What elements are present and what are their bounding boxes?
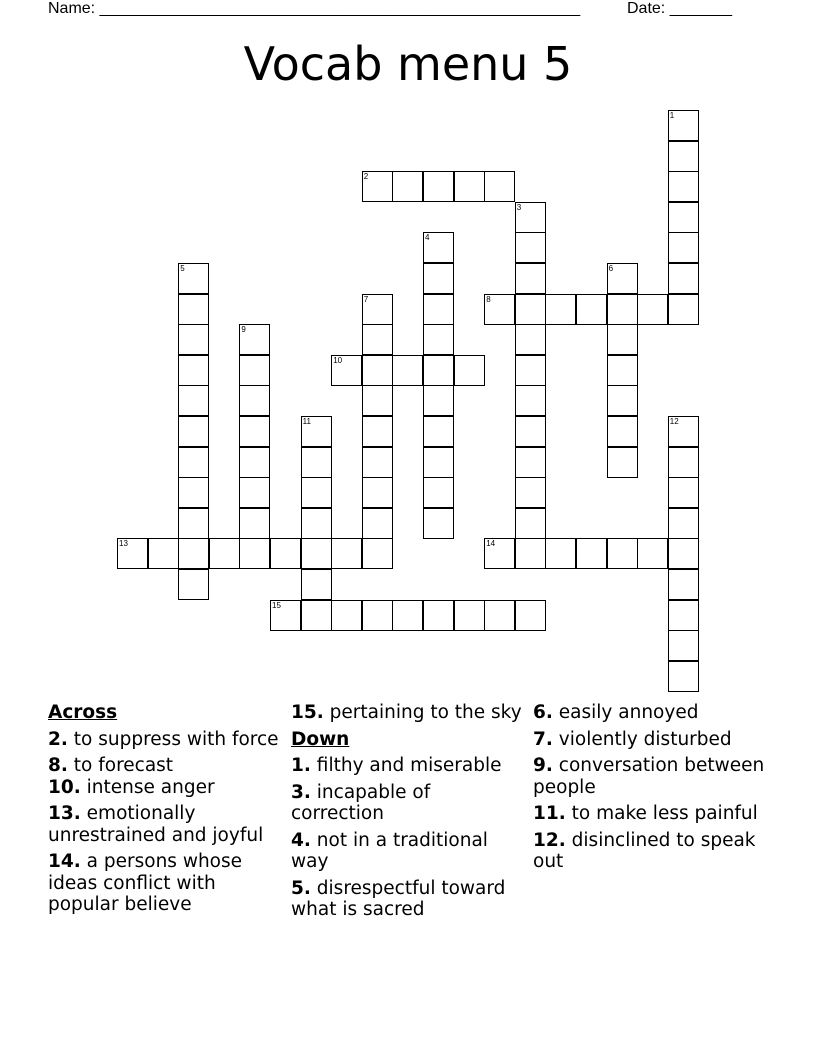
crossword-cell — [392, 600, 423, 631]
crossword-cell — [178, 569, 209, 600]
clue-down-7: 7. violently disturbed — [533, 728, 732, 750]
crossword-cell — [515, 508, 546, 539]
crossword-cell — [362, 324, 393, 355]
crossword-cell — [239, 385, 270, 416]
crossword-cell — [607, 538, 638, 569]
crossword-cell — [607, 447, 638, 478]
crossword-cell — [637, 294, 668, 325]
crossword-cell — [178, 416, 209, 447]
clue-across-14: 14. a persons whose ideas conflict with popular believe — [48, 851, 243, 915]
crossword-cell — [515, 416, 546, 447]
crossword-cell — [668, 569, 699, 600]
crossword-cell — [423, 600, 454, 631]
crossword-cell — [331, 538, 362, 569]
cell-number: 14 — [486, 539, 496, 549]
crossword-cell — [362, 355, 393, 386]
clue-down-11: 11. to make less painful — [533, 803, 758, 824]
crossword-cell — [301, 600, 332, 631]
crossword-cell — [239, 538, 270, 569]
cell-number: 4 — [425, 233, 430, 243]
crossword-cell — [668, 661, 699, 692]
crossword-cell — [178, 477, 209, 508]
crossword-cell — [178, 294, 209, 325]
crossword-cell — [423, 263, 454, 294]
crossword-cell — [668, 294, 699, 325]
crossword-cell — [607, 385, 638, 416]
crossword-cell — [515, 477, 546, 508]
crossword-cell — [423, 171, 454, 202]
clue-across-13: 13. emotionally unrestrained and joyful — [48, 803, 264, 846]
crossword-cell — [423, 508, 454, 539]
down-heading: Down — [291, 728, 350, 750]
cell-number: 12 — [669, 417, 679, 426]
crossword-cell — [484, 600, 515, 631]
crossword-cell — [239, 416, 270, 447]
crossword-cell — [515, 538, 546, 569]
cell-number: 11 — [302, 417, 311, 426]
crossword-cell — [362, 416, 393, 447]
crossword-cell — [668, 477, 699, 508]
crossword-cell — [668, 263, 699, 294]
crossword-cell — [362, 447, 393, 478]
crossword-cell — [362, 538, 393, 569]
date-field: Date: _______ — [627, 0, 732, 17]
clues-column-2 — [291, 702, 527, 926]
crossword-cell — [362, 600, 393, 631]
cell-number: 8 — [486, 294, 491, 304]
crossword-cell — [239, 477, 270, 508]
crossword-cell — [148, 538, 179, 569]
crossword-cell — [423, 355, 454, 386]
crossword-cell — [607, 355, 638, 386]
crossword-cell — [301, 538, 332, 569]
crossword-cell — [423, 416, 454, 447]
crossword-cell — [607, 324, 638, 355]
crossword-cell — [239, 447, 270, 478]
clue-across-15: 15. pertaining to the sky — [291, 702, 522, 723]
crossword-cell — [545, 294, 576, 325]
crossword-cell — [178, 355, 209, 386]
crossword-cell — [392, 355, 423, 386]
crossword-cell — [515, 232, 546, 263]
clue-down-9: 9. conversation between people — [533, 755, 765, 798]
crossword-cell — [668, 202, 699, 233]
clue-down-4: 4. not in a traditional way — [291, 829, 488, 872]
crossword-cell — [668, 508, 699, 539]
clue-across-2: 2. to suppress with force — [48, 728, 279, 750]
crossword-cell — [668, 630, 699, 661]
crossword-cell — [301, 569, 332, 600]
clues-column-3 — [533, 702, 769, 878]
crossword-cell — [515, 294, 546, 325]
crossword-cell — [576, 538, 607, 569]
crossword-cell — [668, 538, 699, 569]
cell-number: 2 — [363, 172, 369, 182]
crossword-cell — [423, 385, 454, 416]
crossword-cell — [545, 538, 576, 569]
cell-number: 10 — [333, 355, 343, 365]
crossword-cell — [515, 263, 546, 294]
crossword-cell — [239, 355, 270, 386]
crossword-cell — [301, 447, 332, 478]
crossword-cell — [668, 171, 699, 202]
crossword-cell — [576, 294, 607, 325]
crossword-cell — [209, 538, 240, 569]
crossword-cell — [362, 385, 393, 416]
crossword-cell — [178, 508, 209, 539]
crossword-cell — [668, 600, 699, 631]
crossword-cell — [637, 538, 668, 569]
crossword-cell — [178, 447, 209, 478]
crossword-cell — [362, 508, 393, 539]
crossword-cell — [270, 538, 301, 569]
crossword-cell — [668, 447, 699, 478]
crossword-cell — [392, 171, 423, 202]
cell-number: 13 — [119, 539, 128, 549]
cell-number: 9 — [241, 325, 246, 335]
crossword-cell — [515, 324, 546, 355]
crossword-cell — [484, 171, 515, 202]
crossword-cell — [515, 447, 546, 478]
clue-down-6: 6. easily annoyed — [533, 702, 699, 723]
clue-down-12: 12. disinclined to speak out — [533, 829, 756, 872]
crossword-cell — [423, 294, 454, 325]
name-field: Name: ______________________________________________________ — [48, 0, 581, 17]
crossword-cell — [668, 232, 699, 263]
clue-across-8: 8. to forecast — [48, 755, 174, 776]
cell-number: 6 — [608, 264, 614, 273]
crossword-cell — [454, 171, 485, 202]
crossword-cell — [178, 385, 209, 416]
crossword-cell — [239, 508, 270, 539]
crossword-cell — [515, 600, 546, 631]
crossword-cell — [423, 324, 454, 355]
crossword-cell — [423, 447, 454, 478]
cell-number: 5 — [180, 264, 185, 273]
crossword-cell — [178, 538, 209, 569]
page-title: Vocab menu 5 — [243, 37, 573, 91]
crossword-cell — [454, 355, 485, 386]
crossword-cell — [301, 477, 332, 508]
clue-down-1: 1. filthy and miserable — [291, 755, 502, 776]
crossword-cell — [301, 508, 332, 539]
cell-number: 1 — [669, 111, 675, 120]
crossword-cell — [607, 416, 638, 447]
crossword-cell — [362, 477, 393, 508]
crossword-cell — [607, 294, 638, 325]
clues-column-1 — [48, 702, 284, 921]
crossword-cell — [515, 355, 546, 386]
across-heading: Across — [48, 702, 118, 723]
cell-number: 3 — [516, 202, 522, 212]
crossword-cell — [423, 477, 454, 508]
clue-down-3: 3. incapable of correction — [291, 781, 431, 824]
crossword-cell — [668, 141, 699, 172]
clue-down-5: 5. disrespectful toward what is sacred — [291, 877, 506, 920]
crossword-cell — [331, 600, 362, 631]
cell-number: 7 — [363, 294, 369, 304]
crossword-cell — [454, 600, 485, 631]
clue-across-10: 10. intense anger — [48, 776, 215, 798]
crossword-cell — [515, 385, 546, 416]
cell-number: 15 — [272, 600, 281, 610]
crossword-cell — [178, 324, 209, 355]
